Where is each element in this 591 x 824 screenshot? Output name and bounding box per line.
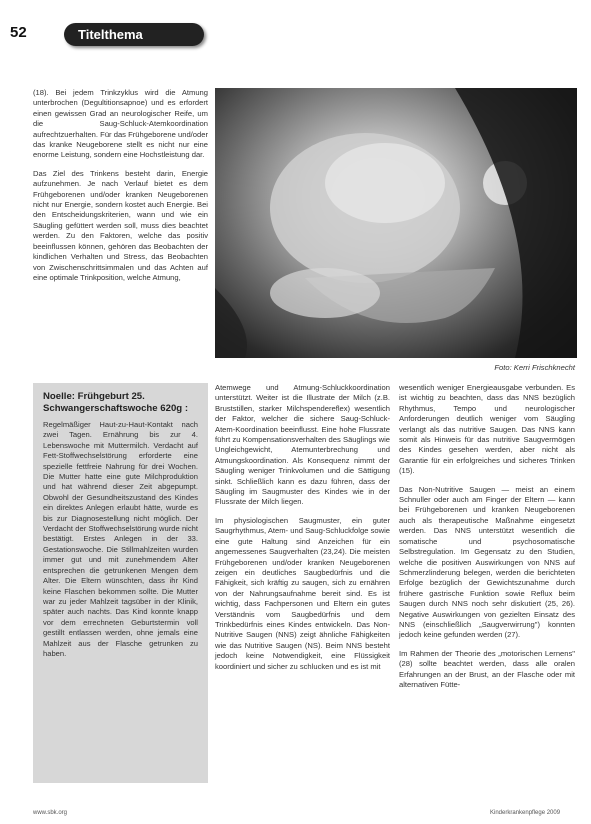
footer-website: www.sbk.org (33, 810, 68, 816)
right-paragraph: wesentlich weniger Energieausgabe verbunden. Es ist wichtig zu beachten, dass das NNS bezüglich Rhythmus, Tempo und neurologischer Anforderungen deutlich weniger vom Säugling verlangt als das nutritive Saugen. Das NNS kann somit als Hinweis für das nutritive Saugvermögen des Kindes gesehen werden, aber nicht als Garantie für ein erfolgreiches und sicheres Trinken (15). (399, 383, 575, 476)
middle-column (215, 383, 390, 680)
footer-publication: Kinderkrankenpflege 2009 (490, 810, 561, 816)
left-paragraph: Das Ziel des Trinkens besteht darin, Energie aufzunehmen. Je nach Verlauf bietet es dem Frühgeborenen und/oder kranken Neugeborenen nicht nur Energie, sondern kostet auch Energie. Bei den Entscheidungskriterien, wann und wie ein Säugling gefüttert werden soll, muss dies beachtet werden. Zu den Faktoren, welche das positiv beeinflussen können, gehören das Beobachten der kindlichen Verhalten und Stress, das Beobachten von Zwischenschrittsimmalen und das Achten auf eine optimale Trinkposition, welche Atmung, (33, 168, 208, 282)
section-rubric (64, 23, 204, 46)
middle-paragraph: Im physiologischen Saugmuster, ein guter Saugrhythmus, Atem- und Saug-Schluckfolge sowie eine gute Haltung sind Anzeichen für ein angemessenes Saugverhalten (23,24). Die meisten Frühgeborenen und/oder kranken Neugeborenen zeigen ein deutliches Saugbedürfnis und die Fähigkeit, sich kräftig zu saugen, sich zu ernähren von der Nahrungsaufnahme bereit sind. Es ist wichtig, dass Fachpersonen und Eltern ein gutes Verständnis vom Saugbedürfnis und dem Trinkbedürfnis eines Kindes entwickeln. Das Non-Nutritive Saugen (NNS) zeigt ähnliche Fähigkeiten wie das Nutritive Saugen (NS). Beim NNS besteht jedoch keine Notwendigkeit, eine Flüssigkeit koordiniert und sicher zu schlucken und es ist mit (215, 515, 390, 671)
infant-photo (215, 88, 577, 358)
case-study-box (33, 383, 208, 783)
right-paragraph: Im Rahmen der Theorie des „motorischen Lernens" (28) sollte beachtet werden, dass alle oralen Erfahrungen an der Brust, an der Flasche oder mit alternativen Fütte- (399, 648, 575, 689)
left-column (33, 88, 208, 291)
left-paragraph: (18). Bei jedem Trinkzyklus wird die Atmung unterbrochen (Degultitionsapnoe) und es erfordert einen gewissen Grad an neurologischer Reife, um die Saug-Schluck-Atemkoordination aufrechtzuerhalten. Für das Frühgeborene und/oder das kranke Neugeborene stellt es nicht nur eine enorme Leistung, sondern eine Hochstleistung dar. (33, 88, 208, 160)
case-study-text: Regelmäßiger Haut-zu-Haut-Kontakt nach zwei Tagen. Ernährung bis zur 4. Lebenswoche mit Muttermilch. Verdacht auf Fett-Stoffwechselstörung erforderte eine spezielle fettfreie Nahrung für drei Wochen. Die Mutter hatte eine gute Milchproduktion und hat während dieser Zeit abgepumpt. Obwohl der Gesundheitszustand des Kindes ein direktes Anlegen erlaubt hätte, wurde es bis zur Diagnosestellung nicht möglich. Der Verdacht der Stoffwechselstörung wurde nicht bestätigt. Erstes Anlegen in der 33. Gestationswoche. Die Stillmahlzeiten wurden immer gut und mit zunehmendem Alter entsprechen die getrunkenen Mengen dem Alter. Die Eltern wünschten, dass ihr Kind keine Flaschen bekommen sollte. Die Mutter war zu jeder Mahlzeit tagsüber in der Klinik, später auch nachts. Das Kind konnte knapp vor dem errechneten Geburtstermin voll gestillt entlassen werden, ohne jemals eine Mahlzeit aus der Flasche getrunken zu haben. (43, 420, 198, 658)
infant-photo-illustration (215, 88, 577, 358)
middle-paragraph: Atemwege und Atmung-Schluckkoordination unterstützt. Weiter ist die Illustrate der Milch (z.B. Bruststillen, starker Milchspendereflex) wesentlich der Faktor, welcher die sichere Saug-Schluck-Atem-Koordination beeinflusst. Eine hohe Flussrate führt zu Kompensationsverhalten des Säuglings wie Ungleichgewicht, Atemunterbrechung und Atmungskoordination. Als Konsequenz nimmt der Säugling weniger Trinkvolumen und die Sättigung sinkt. Schließlich kann es dazu führen, dass der Säugling im Saugmuster des Kindes wie in der Flussrate der Milch liegen. (215, 383, 390, 507)
right-paragraph: Das Non-Nutritive Saugen — meist an einem Schnuller oder auch am Finger der Eltern — kann bei Frühgeborenen und kranken Neugeborenen auch als therapeutische Maßnahme eingesetzt werden. Das NNS unterstützt wesentlich die somatische und psychosomatische Selbstregulation. Im Gegensatz zu den Studien, welche die positiven Auswirkungen von NNS auf Schmerzlinderung belegen, werden die berichteten Erfolge bezüglich der Gewichtszunahme durch frühere gastrische Funktion sowie Reflux beim Saugen durch NNS noch sehr diskutiert (25, 26). Negative Auswirkungen von gezielten Einsatz des NNS (einschließlich „Saugverwirrung") konnten jedoch keine gefunden werden (27). (399, 484, 575, 640)
section-rubric-label: Titelthema (78, 27, 143, 42)
page-number: 52 (10, 24, 27, 41)
right-column (399, 383, 575, 698)
photo-credit: Foto: Kerri Frischknecht (494, 363, 575, 372)
case-study-title: Noelle: Frühgeburt 25. Schwangerschaftswoche 620g : (43, 391, 189, 414)
